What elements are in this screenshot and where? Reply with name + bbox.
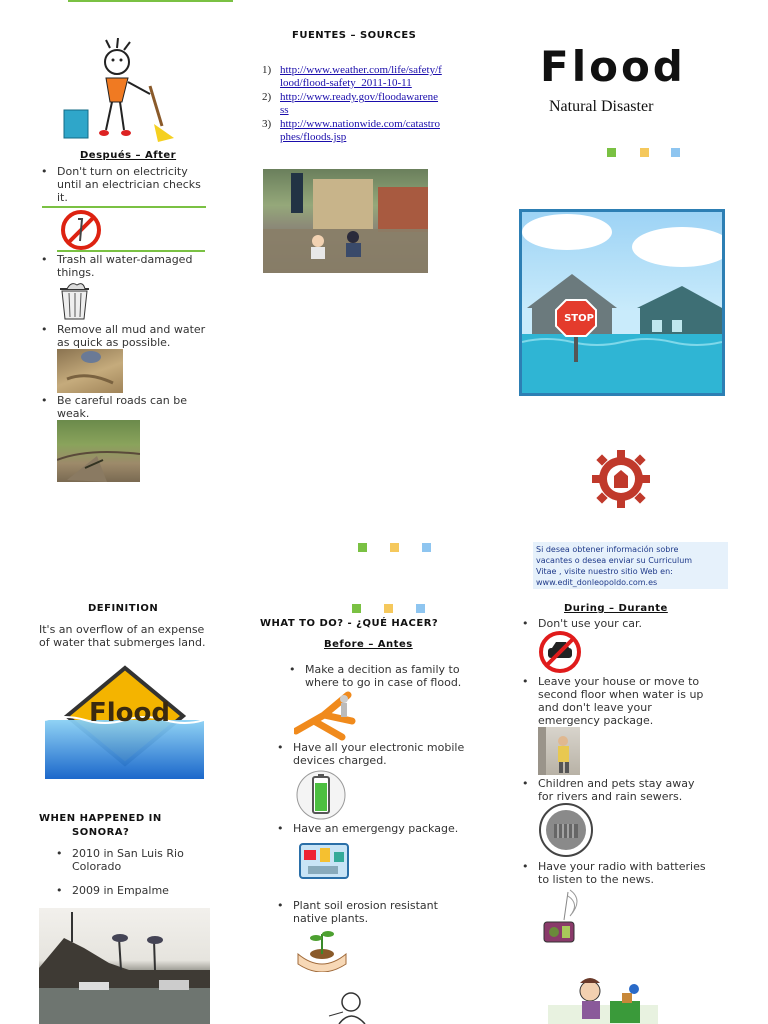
sewer-grate-icon: [538, 802, 594, 858]
before-heading: Before – Antes: [324, 639, 413, 650]
blue-square: [416, 604, 425, 613]
yellow-square: [640, 148, 649, 157]
sonora-flood-photo: [39, 908, 210, 1024]
sonora-heading: WHEN HAPPENED IN SONORA?: [39, 813, 162, 838]
after-item-2: • Trash all water-damaged things.: [57, 253, 217, 279]
before-item-3: • Have an emergengy package.: [293, 822, 473, 835]
during-heading: During – Durante: [564, 603, 668, 614]
cartoon-person-illustration: [325, 988, 380, 1024]
before-item-4: • Plant soil erosion resistant native plants.: [293, 899, 473, 925]
plant-in-hands-icon: [294, 924, 350, 972]
before-item-1: • Make a decition as family to where to go in case of flood.: [305, 663, 475, 689]
top-accent-bar: [68, 0, 233, 2]
battery-icon: [294, 769, 348, 821]
damaged-road-photo: [57, 420, 140, 482]
source-number: 1): [262, 64, 272, 76]
man-at-stairs-photo: [538, 727, 580, 775]
divider-line: [42, 206, 206, 208]
during-item-3: • Children and pets stay away for rivers and rain sewers.: [538, 777, 718, 803]
sources-heading: FUENTES – SOURCES: [292, 30, 417, 41]
emergency-package-icon: [294, 836, 354, 886]
blue-square: [671, 148, 680, 157]
divider-line: [57, 250, 205, 252]
what-to-do-heading: WHAT TO DO? - ¿QUÉ HACER?: [260, 618, 439, 629]
during-item-1: • Don't use your car.: [538, 617, 718, 630]
source-link-3[interactable]: http://www.nationwide.com/catastro phes/floods.jsp: [280, 118, 440, 143]
radio-icon: [540, 886, 590, 948]
sonora-item-1: • 2010 in San Luis Rio Colorado: [72, 847, 212, 873]
definition-text: It's an overflow of an expense of water that submerges land.: [39, 623, 206, 649]
after-item-4: • Be careful roads can be weak.: [57, 394, 217, 420]
flood-rescue-photo: [263, 169, 428, 273]
after-heading: Después – After: [80, 150, 177, 161]
green-square: [607, 148, 616, 157]
before-item-2: • Have all your electronic mobile devices charged.: [293, 741, 473, 767]
stop-sign-text: STOP: [564, 313, 594, 324]
cleaning-girl-illustration: [62, 38, 187, 146]
flood-warning-sign-image: [45, 664, 204, 779]
after-item-3: • Remove all mud and water as quick as possible.: [57, 323, 217, 349]
source-link-2[interactable]: http://www.ready.gov/floodawarene ss: [280, 91, 439, 116]
blue-square: [422, 543, 431, 552]
promo-box: Si desea obtener información sobre vacantes o desea enviar su Curriculum Vitae , visite nuestro sitio Web en: www.edit_donleopoldo.com.es: [533, 542, 728, 589]
promo-website-link[interactable]: www.edit_donleopoldo.com.es: [536, 578, 658, 587]
trash-can-icon: [57, 281, 92, 321]
cover-subtitle: Natural Disaster: [549, 98, 654, 115]
green-square: [358, 543, 367, 552]
after-item-1: • Don't turn on electricity until an electrician checks it.: [57, 165, 217, 204]
person-with-bird-illustration: [548, 975, 658, 1024]
school-seal-logo: [590, 448, 652, 510]
mud-photo: [57, 349, 123, 393]
source-number: 3): [262, 118, 272, 130]
green-square: [352, 604, 361, 613]
flood-sign-label: Flood: [89, 698, 171, 728]
definition-heading: DEFINITION: [88, 603, 159, 614]
during-item-2: • Leave your house or move to second floor when water is up and don't leave your emergency package.: [538, 675, 718, 727]
cover-title: Flood: [540, 42, 686, 91]
source-number: 2): [262, 91, 272, 103]
no-electricity-icon: [60, 209, 102, 251]
sonora-item-2: • 2009 in Empalme: [72, 884, 212, 897]
yellow-square: [390, 543, 399, 552]
source-link-1[interactable]: http://www.weather.com/life/safety/f lood/flood-safety_2011-10-11: [280, 64, 442, 89]
flood-stop-sign-illustration: [519, 209, 725, 396]
no-car-icon: [538, 630, 582, 674]
during-item-4: • Have your radio with batteries to listen to the news.: [538, 860, 718, 886]
decision-arrows-icon: [294, 691, 358, 741]
yellow-square: [384, 604, 393, 613]
